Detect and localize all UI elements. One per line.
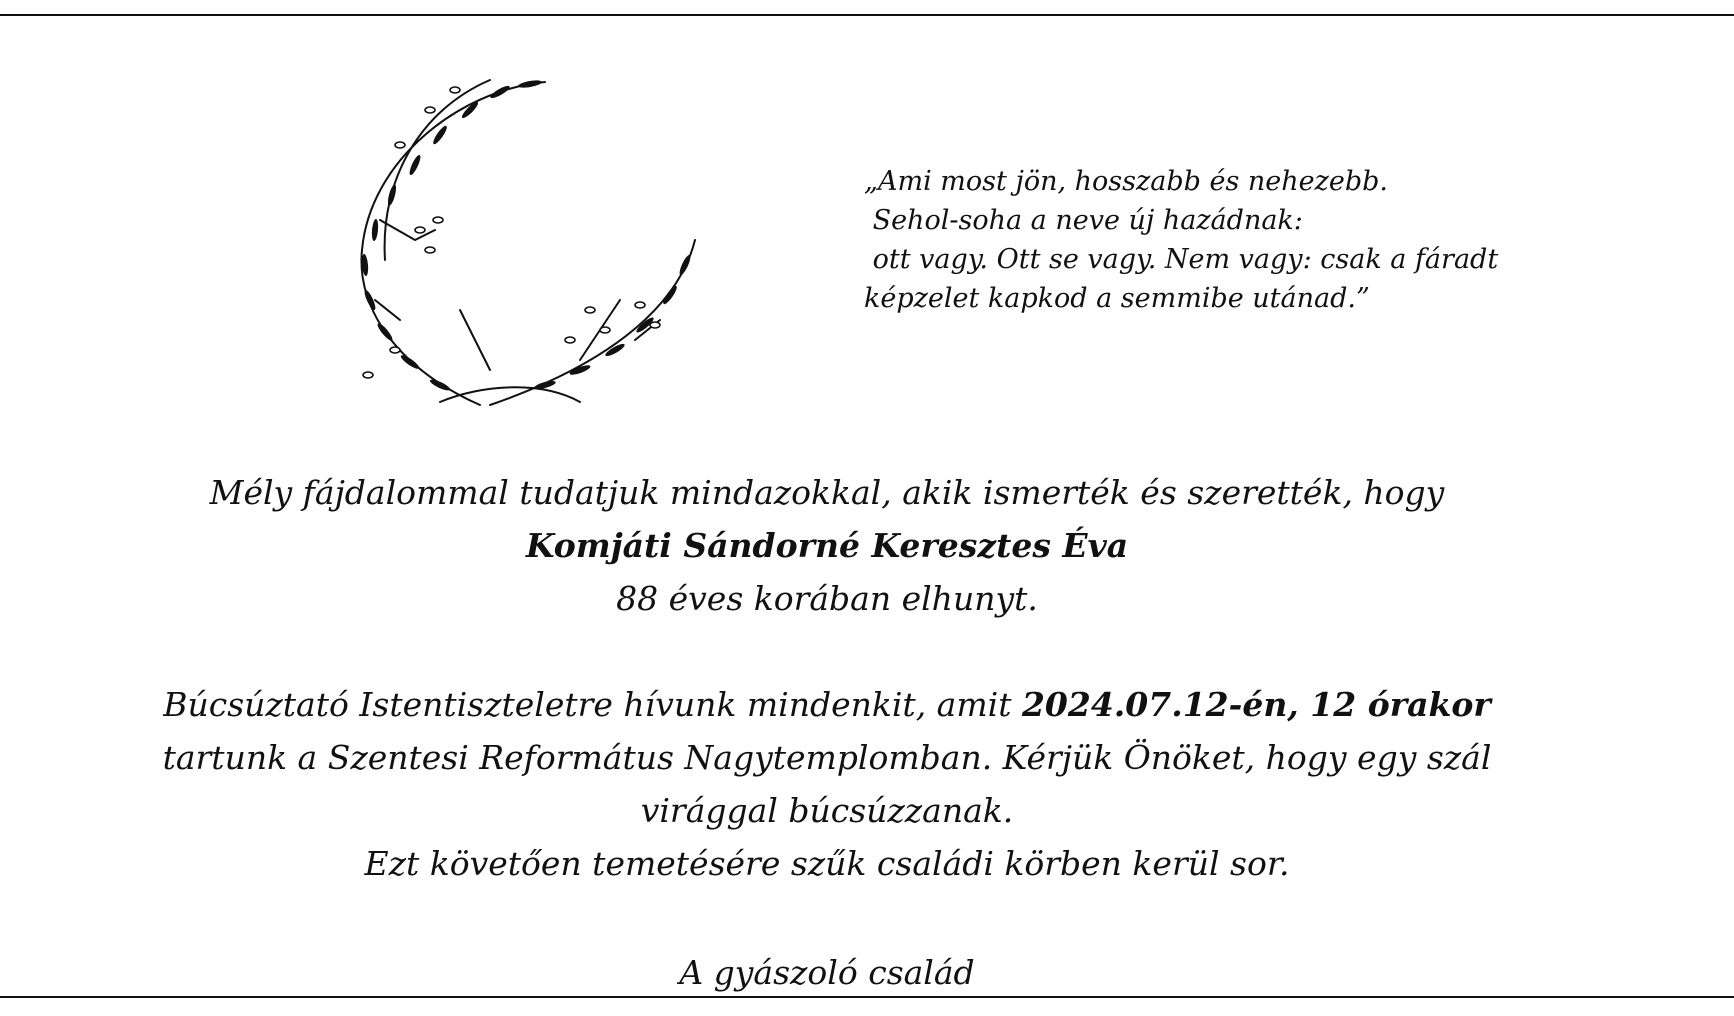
closing-text: A gyászoló család [679, 953, 975, 992]
poem-quote [864, 162, 1564, 318]
service-date-time: 2024.07.12-én, 12 órakor [1021, 685, 1491, 724]
service-invite-text: Búcsúztató Istentiszteletre hívunk mindenkit, amit [163, 685, 1022, 724]
announcement-intro: Mély fájdalommal tudatjuk mindazokkal, akik ismerték és szerették, hogy [209, 473, 1445, 512]
top-border-line [0, 14, 1734, 16]
service-line-1 [0, 678, 1654, 731]
bottom-border-line [0, 996, 1734, 998]
quote-line: „Ami most jön, hosszabb és nehezebb. [864, 166, 1388, 197]
age-line: 88 éves korában elhunyt. [616, 579, 1038, 618]
quote-line: képzelet kapkod a semmibe utánad.” [864, 283, 1370, 314]
laurel-wreath-icon [340, 70, 720, 410]
service-line-3: virággal búcsúzzanak. [640, 791, 1014, 830]
service-line-2: tartunk a Szentesi Református Nagytemplomban. Kérjük Önöket, hogy egy szál [162, 738, 1492, 777]
announcement-block [0, 466, 1654, 625]
service-block [0, 678, 1654, 890]
service-line-4: Ezt követően temetésére szűk családi körben kerül sor. [364, 844, 1290, 883]
quote-line: ott vagy. Ott se vagy. Nem vagy: csak a fáradt [864, 244, 1499, 275]
deceased-name: Komjáti Sándorné Keresztes Éva [525, 526, 1129, 565]
closing-signature [0, 946, 1654, 999]
quote-line: Sehol-soha a neve új hazádnak: [864, 205, 1303, 236]
